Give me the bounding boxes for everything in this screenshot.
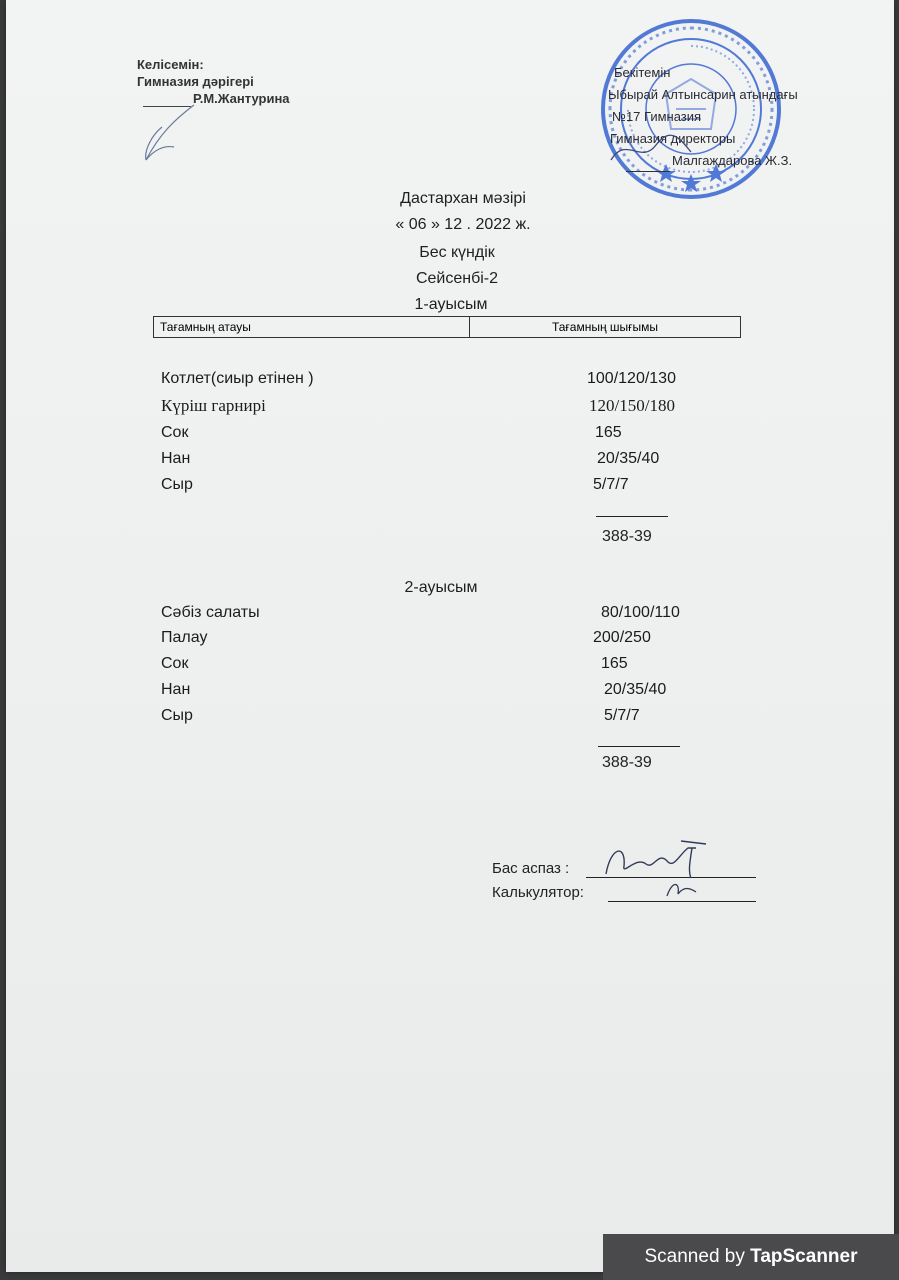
- watermark-brand: TapScanner: [750, 1246, 858, 1267]
- item-name: Нан: [161, 450, 191, 467]
- item-value: 165: [601, 655, 628, 672]
- approval-right-name: Малгаждарова Ж.З.: [672, 153, 793, 168]
- approval-left-agreed: Келісемін:: [137, 57, 204, 72]
- approval-right-underline: [626, 171, 670, 172]
- total-underline: [598, 746, 680, 747]
- menu-title: Дастархан мәзірі: [400, 190, 526, 207]
- item-value: 80/100/110: [601, 604, 680, 621]
- approval-left-role: Гимназия дәрігері: [137, 74, 254, 89]
- director-signature-icon: [606, 130, 696, 170]
- shift2-total: 388-39: [602, 754, 652, 771]
- item-value: 165: [595, 424, 622, 441]
- item-value: 120/150/180: [589, 396, 675, 415]
- calculator-label: Калькулятор:: [492, 884, 584, 901]
- item-value: 5/7/7: [604, 707, 640, 724]
- item-value: 5/7/7: [593, 476, 629, 493]
- chef-label: Бас аспаз :: [492, 860, 570, 877]
- total-underline: [596, 516, 668, 517]
- item-name: Нан: [161, 681, 191, 698]
- watermark-prefix: Scanned by: [644, 1246, 751, 1267]
- table-header-name: Тағамның атауы: [154, 317, 470, 337]
- menu-date: « 06 » 12 . 2022 ж.: [395, 216, 531, 233]
- menu-days: Бес күндік: [419, 244, 495, 261]
- approval-right-line1: Ыбырай Алтынсарин атындағы: [608, 87, 798, 102]
- shift1-total: 388-39: [602, 528, 652, 545]
- menu-weekday: Сейсенбі-2: [415, 270, 499, 287]
- item-value: 100/120/130: [587, 370, 676, 387]
- shift2-title: 2-ауысым: [404, 579, 478, 596]
- approval-right-line3: Гимназия директоры: [610, 131, 736, 146]
- item-name: Сыр: [161, 476, 193, 493]
- document-page: [6, 0, 894, 1272]
- item-name: Сәбіз салаты: [161, 604, 260, 621]
- item-value: 20/35/40: [597, 450, 660, 467]
- item-name: Сок: [161, 424, 189, 441]
- item-name: Күріш гарнирі: [161, 396, 266, 415]
- item-name: Сыр: [161, 707, 193, 724]
- item-value: 20/35/40: [604, 681, 667, 698]
- item-value: 200/250: [593, 629, 651, 646]
- approval-left-name: Р.М.Жантурина: [193, 91, 290, 106]
- approval-right-approved: Бекітемін: [614, 65, 671, 80]
- approval-right-line2: №17 Гимназия: [612, 109, 702, 124]
- calculator-signature-icon: [662, 876, 702, 902]
- shift1-title: 1-ауысым: [414, 296, 488, 313]
- doctor-signature-icon: [134, 95, 224, 170]
- item-name: Сок: [161, 655, 189, 672]
- item-name: Палау: [161, 629, 208, 646]
- scanner-watermark: [603, 1234, 899, 1280]
- item-name: Котлет(сиыр етінен ): [161, 370, 314, 387]
- table-header: [153, 316, 741, 338]
- table-header-yield: Тағамның шығымы: [551, 320, 659, 334]
